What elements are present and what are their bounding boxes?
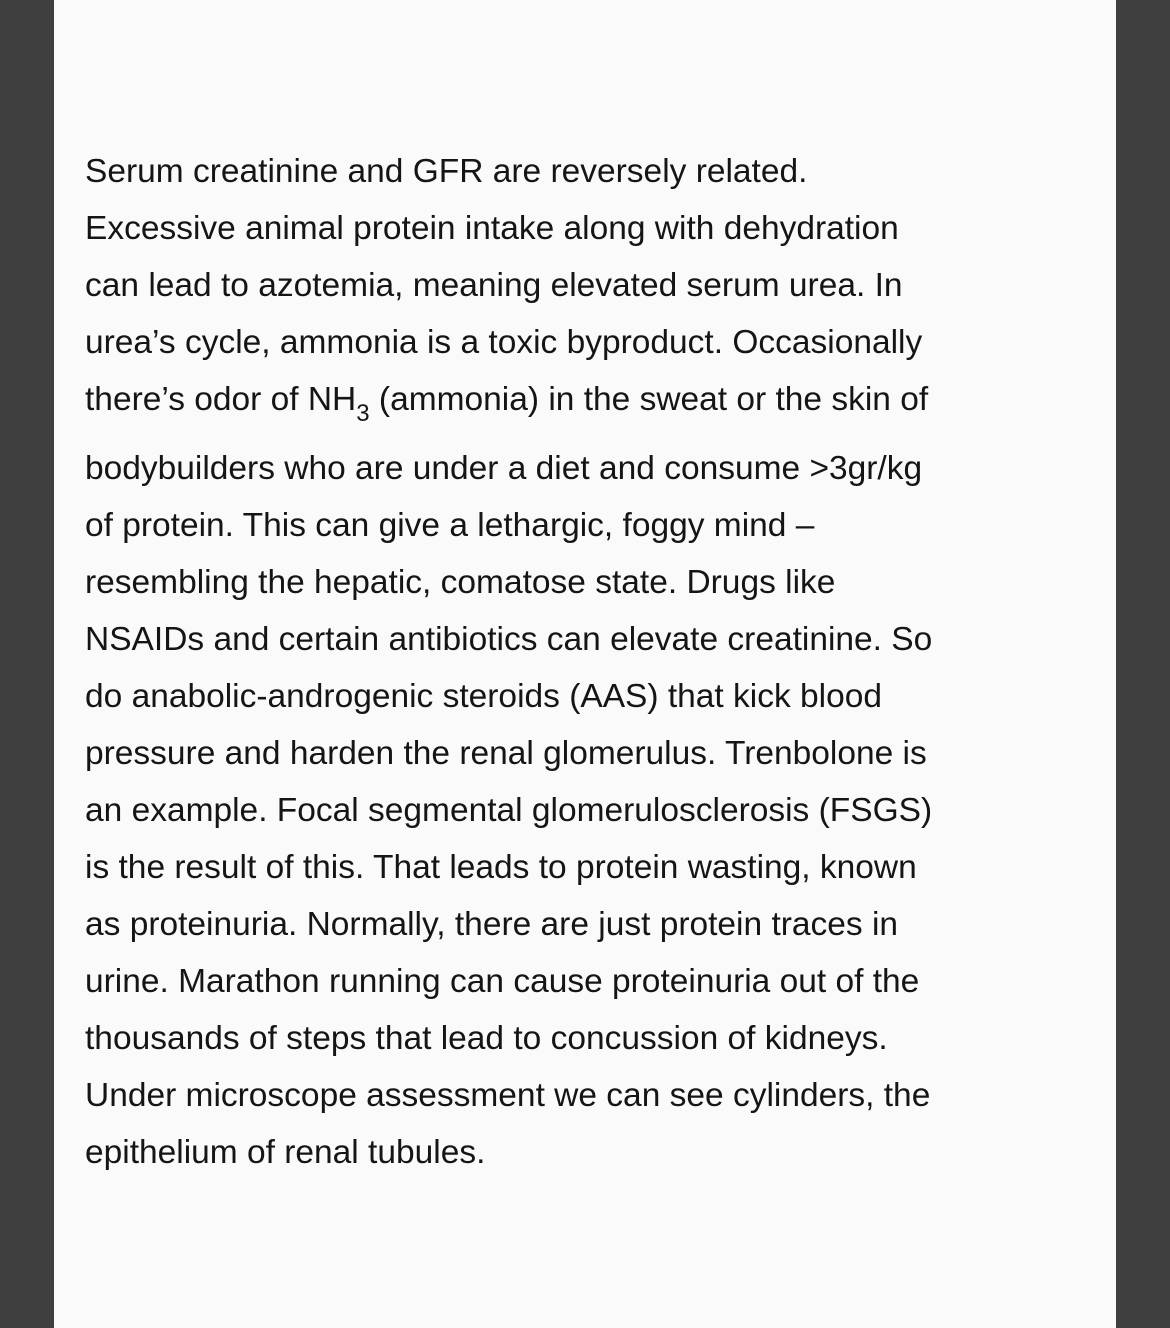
subscript: 3 xyxy=(356,400,370,427)
text-line: pressure and harden the renal glomerulus. Trenbolone is xyxy=(85,735,927,772)
text-line: resembling the hepatic, comatose state. Drugs like xyxy=(85,564,836,601)
text-line: do anabolic-androgenic steroids (AAS) that kick blood xyxy=(85,678,882,715)
text-line: is the result of this. That leads to protein wasting, known xyxy=(85,849,917,886)
text-line: urea’s cycle, ammonia is a toxic byproduct. Occasionally xyxy=(85,324,923,361)
text-line: as proteinuria. Normally, there are just protein traces in xyxy=(85,906,899,943)
text-line: Under microscope assessment we can see cylinders, the xyxy=(85,1077,931,1114)
text-line xyxy=(85,371,1095,440)
body-paragraph xyxy=(85,143,1095,1181)
text-line: urine. Marathon running can cause proteinuria out of the xyxy=(85,963,920,1000)
text-line: NSAIDs and certain antibiotics can elevate creatinine. So xyxy=(85,621,933,658)
text-line: bodybuilders who are under a diet and consume >3gr/kg xyxy=(85,450,923,487)
text-segment: (ammonia) in the sweat or the skin of xyxy=(369,381,929,418)
text-segment: there’s odor of NH xyxy=(85,381,357,418)
text-line: of protein. This can give a lethargic, foggy mind – xyxy=(85,507,815,544)
text-line: Serum creatinine and GFR are reversely related. xyxy=(85,153,808,190)
document-page xyxy=(54,0,1116,1328)
text-line: thousands of steps that lead to concussion of kidneys. xyxy=(85,1020,888,1057)
text-line: epithelium of renal tubules. xyxy=(85,1134,486,1171)
text-line: can lead to azotemia, meaning elevated serum urea. In xyxy=(85,267,903,304)
text-line: an example. Focal segmental glomerulosclerosis (FSGS) xyxy=(85,792,933,829)
text-line: Excessive animal protein intake along with dehydration xyxy=(85,210,899,247)
